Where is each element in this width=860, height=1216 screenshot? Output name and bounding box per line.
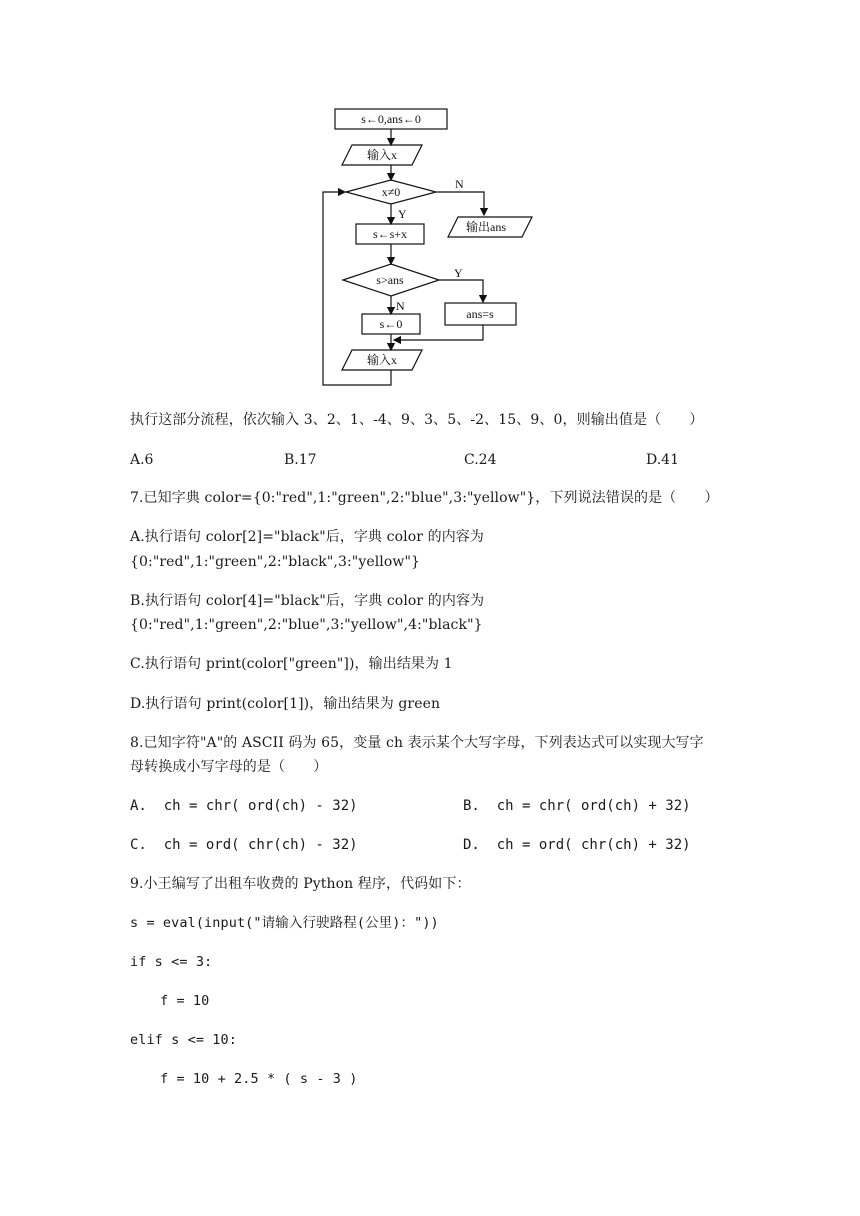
q6-option-c: C.24	[464, 452, 497, 468]
flowchart	[318, 100, 540, 390]
q7-option-b-line2: {0:"red",1:"green",2:"blue",3:"yellow",4:"black"}	[130, 617, 483, 633]
q6-option-b: B.17	[284, 452, 317, 468]
q7-option-a-line2: {0:"red",1:"green",2:"black",3:"yellow"}	[130, 554, 421, 570]
q7-option-a-line1: A.执行语句 color[2]="black"后，字典 color 的内容为	[130, 529, 484, 545]
q8-option-d: D. ch = ord( chr(ch) + 32)	[463, 837, 691, 853]
flow-output-text: 输出ans	[466, 220, 506, 234]
q8-stem-line2: 母转换成小写字母的是（ ）	[130, 759, 328, 775]
q7-option-c: C.执行语句 print(color["green"])，输出结果为 1	[130, 656, 453, 672]
flow-assign-text: ans=s	[466, 307, 494, 321]
q7-option-d: D.执行语句 print(color[1])，输出结果为 green	[130, 696, 441, 712]
flow-init-text: s←0,ans←0	[361, 112, 421, 126]
q8-stem-line1: 8.已知字符"A"的 ASCII 码为 65，变量 ch 表示某个大写字母，下列表达式可以实现大写字	[130, 735, 704, 751]
code-line: s = eval(input("请输入行驶路程(公里)："))	[130, 915, 439, 931]
flow-compare-yes: Y	[454, 266, 463, 280]
q8-option-b: B. ch = chr( ord(ch) + 32)	[463, 798, 691, 814]
q7-option-b-line1: B.执行语句 color[4]="black"后，字典 color 的内容为	[130, 593, 485, 609]
flow-input-2-text: 输入x	[366, 353, 398, 367]
code-line: f = 10	[160, 993, 210, 1009]
flow-compare-text: s>ans	[376, 273, 404, 287]
flow-reset-text: s←0	[379, 317, 403, 331]
flow-add-text: s←s+x	[372, 227, 408, 241]
q6-stem: 执行这部分流程，依次输入 3、2、1、-4、9、3、5、-2、15、9、0，则输出值是（ ）	[130, 412, 704, 428]
q8-option-a: A. ch = chr( ord(ch) - 32)	[130, 798, 358, 814]
code-line: elif s <= 10:	[130, 1032, 237, 1048]
q6-option-d: D.41	[646, 452, 679, 468]
flow-yes-label: Y	[398, 207, 407, 221]
q7-stem: 7.已知字典 color={0:"red",1:"green",2:"blue",3:"yellow"}，下列说法错误的是（ ）	[130, 490, 719, 506]
flow-no-label: N	[455, 177, 464, 191]
code-line: f = 10 + 2.5 * ( s - 3 )	[160, 1071, 358, 1087]
flow-condition-text: x≠0	[381, 185, 401, 199]
flow-input-1-text: 输入x	[366, 148, 398, 162]
flow-compare-no: N	[396, 299, 405, 313]
q9-stem: 9.小王编写了出租车收费的 Python 程序，代码如下：	[130, 876, 471, 892]
code-line: if s <= 3:	[130, 954, 213, 970]
q8-option-c: C. ch = ord( chr(ch) - 32)	[130, 837, 358, 853]
q6-option-a: A.6	[130, 452, 154, 468]
